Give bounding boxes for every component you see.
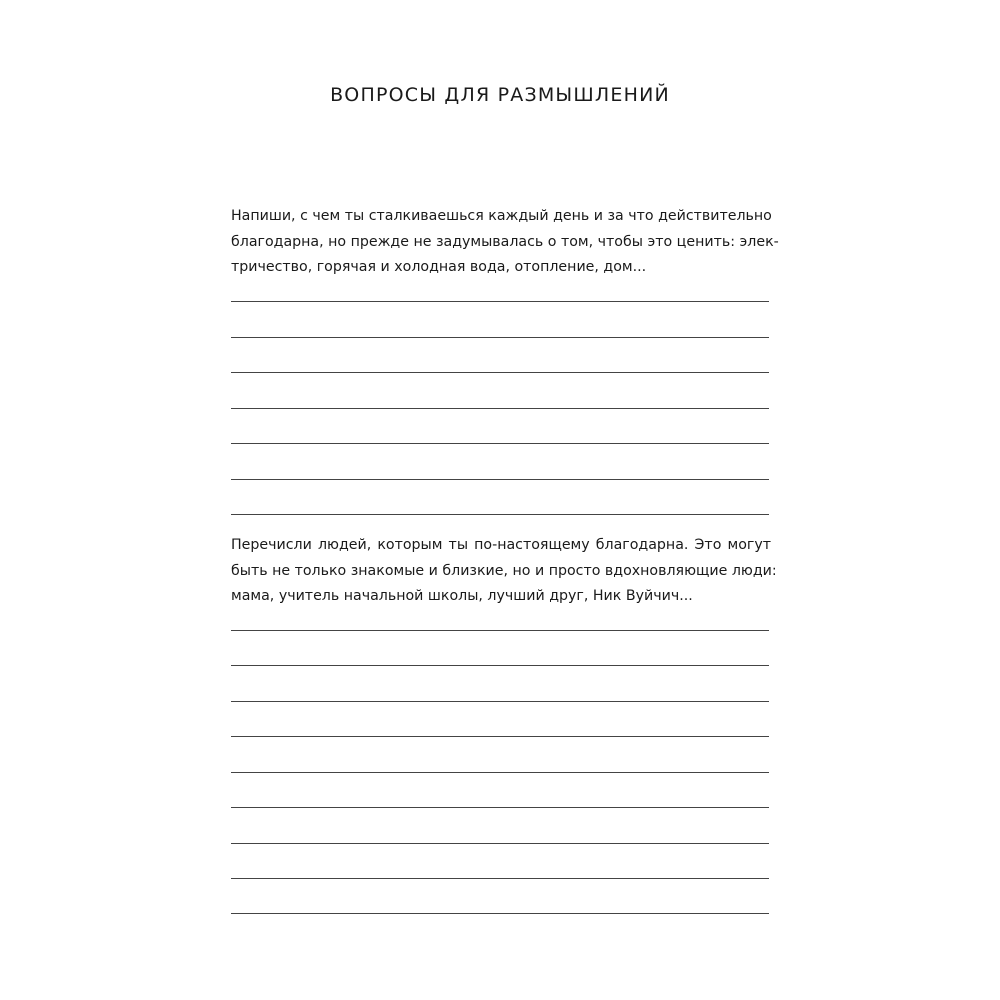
question-1-text <box>231 204 779 281</box>
answer-line[interactable] <box>231 701 769 702</box>
question-2-line-2: быть не только знакомые и близкие, но и просто вдохновляющие люди: <box>231 562 777 579</box>
answer-line[interactable] <box>231 372 769 373</box>
answer-line[interactable] <box>231 665 769 666</box>
answer-line[interactable] <box>231 301 769 302</box>
question-2-line-3: мама, учитель начальной школы, лучший друг, Ник Вуйчич... <box>231 588 693 604</box>
answer-line[interactable] <box>231 736 769 737</box>
answer-line[interactable] <box>231 807 769 808</box>
answer-line[interactable] <box>231 843 769 844</box>
question-1-line-2: благодарна, но прежде не задумывалась о том, чтобы это ценить: элек- <box>231 233 779 250</box>
answer-line[interactable] <box>231 514 769 515</box>
question-1-line-3: тричество, горячая и холодная вода, отопление, дом... <box>231 259 647 275</box>
answer-line[interactable] <box>231 443 769 444</box>
answer-line[interactable] <box>231 479 769 480</box>
answer-line[interactable] <box>231 772 769 773</box>
answer-line[interactable] <box>231 337 769 338</box>
question-1-line-1: Напиши, с чем ты сталкиваешься каждый день и за что действительно <box>231 208 772 224</box>
answer-line[interactable] <box>231 913 769 914</box>
answer-line[interactable] <box>231 630 769 631</box>
question-2-text <box>231 533 777 610</box>
answer-line[interactable] <box>231 408 769 409</box>
page-title: ВОПРОСЫ ДЛЯ РАЗМЫШЛЕНИЙ <box>330 84 670 106</box>
question-2-line-1: Перечисли людей, которым ты по-настоящему благодарна. Это могут <box>231 537 771 553</box>
answer-line[interactable] <box>231 878 769 879</box>
